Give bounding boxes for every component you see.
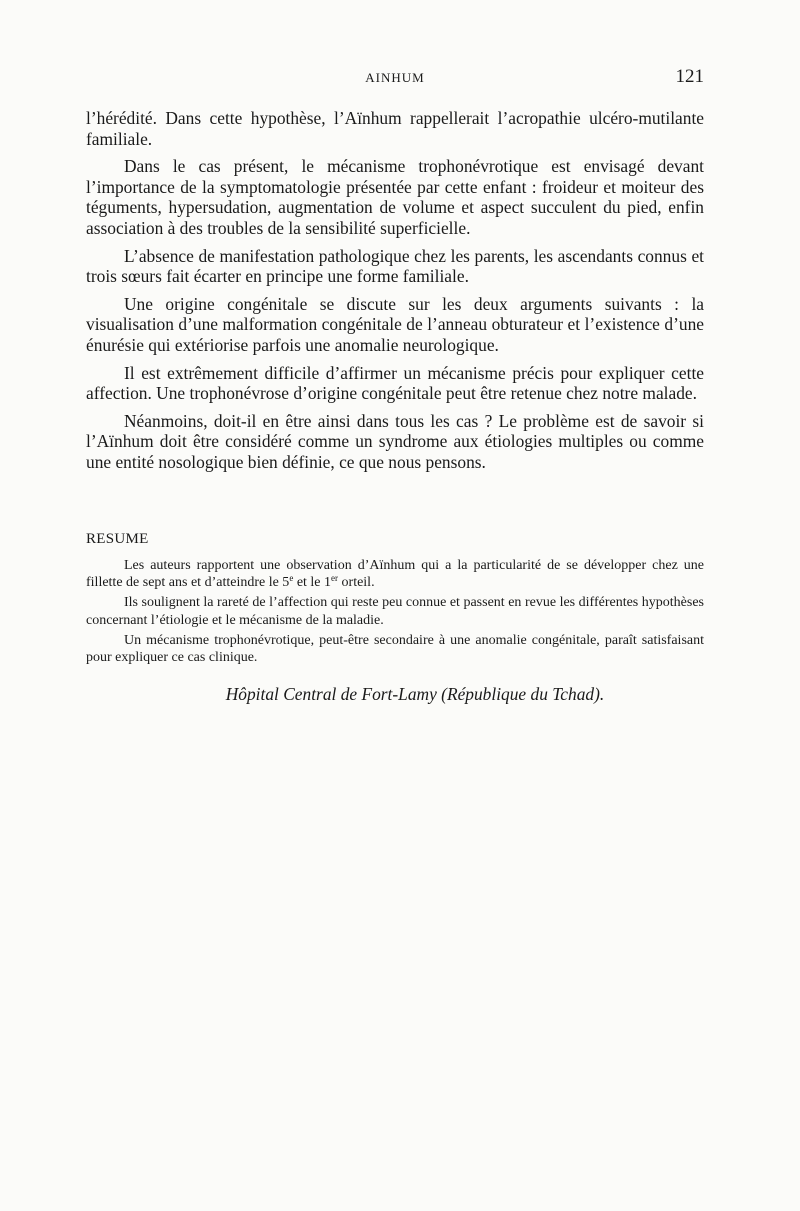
paragraph: Il est extrêmement difficile d’affirmer un mécanisme précis pour expliquer cette affection. Une trophonévrose d’origine congénitale peut être retenue chez notre malade. [86,362,704,404]
summary-heading: RESUME [86,531,149,547]
paragraph: L’absence de manifestation pathologique chez les parents, les ascendants connus et trois sœurs fait écarter en principe une forme familiale. [86,245,704,287]
superscript: e [289,573,294,584]
superscript: er [331,573,339,584]
paragraph: Dans le cas présent, le mécanisme trophonévrotique est envisagé devant l’importance de la symptomatologie présentée par cette enfant : froideur et moiteur des téguments, hypersudation, augmentation de volume et aspect succulent du pied, enfin association à des troubles de la sensibilité superficielle. [86,156,704,238]
summary-text: Les auteurs rapportent une observation d’Aïnhum qui a la particularité de se développer chez une fillette de sept ans et d’atteindre le 5 [86,558,704,591]
body-text [86,108,704,480]
page-header [86,68,704,88]
summary [86,557,704,669]
running-title: AINHUM [365,70,425,85]
summary-paragraph [86,557,704,591]
paragraph: l’hérédité. Dans cette hypothèse, l’Aïnhum rappellerait l’acropathie ulcéro-mutilante familiale. [86,108,704,149]
summary-text: orteil. [338,575,375,591]
summary-text: et le 1 [293,575,332,591]
paragraph: Néanmoins, doit-il en être ainsi dans tous les cas ? Le problème est de savoir si l’Aïnhum doit être considéré comme un syndrome aux étiologies multiples ou comme une entité nosologique bien définie, ce que nous pensons. [86,410,704,472]
summary-paragraph: Ils soulignent la rareté de l’affection qui reste peu connue et passent en revue les différentes hypothèses concernant l’étiologie et le mécanisme de la maladie. [86,595,704,628]
affiliation: Hôpital Central de Fort-Lamy (République du Tchad). [225,684,605,704]
summary-paragraph: Un mécanisme trophonévrotique, peut-être secondaire à une anomalie congénitale, paraît satisfaisant pour expliquer ce cas clinique. [86,632,704,666]
page-number: 121 [675,66,704,87]
paragraph: Une origine congénitale se discute sur les deux arguments suivants : la visualisation d’une malformation congénitale de l’anneau obturateur et l’existence d’une énurésie qui extériorise parfois une anomalie neurologique. [86,293,704,355]
